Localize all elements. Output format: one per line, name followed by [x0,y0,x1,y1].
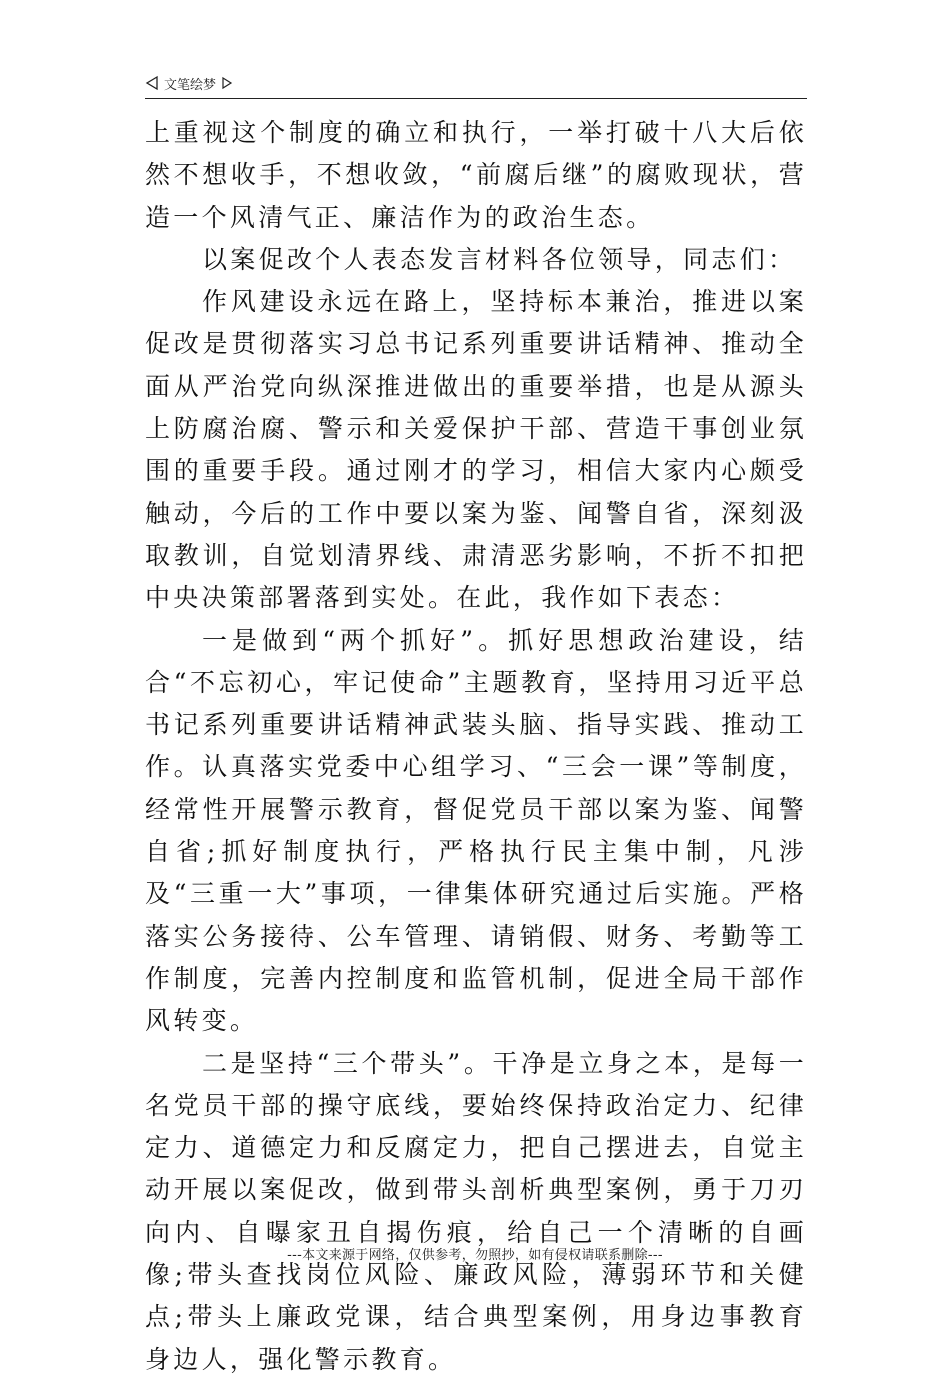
paragraph: 作风建设永远在路上，坚持标本兼治，推进以案促改是贯彻落实习总书记系列重要讲话精神、推动全面从严治党向纵深推进做出的重要举措，也是从源头上防腐治腐、警示和关爱保护干部、营造干事创业氛围的重要手段。通过刚才的学习，相信大家内心颇受触动，今后的工作中要以案为鉴、闻警自省，深刻汲取教训，自觉划清界线、肃清恶劣影响，不折不扣把中央决策部署落到实处。在此，我作如下表态： [145,287,807,613]
paragraph: 二是坚持“三个带头”。干净是立身之本，是每一名党员干部的操守底线，要始终保持政治定力、纪律定力、道德定力和反腐定力，把自己摆进去，自觉主动开展以案促改，做到带头剖析典型案例，勇于刀刃向内、自曝家丑自揭伤痕，给自己一个清晰的自画像;带头查找岗位风险、廉政风险，薄弱环节和关健点;带头上廉政党课，结合典型案例，用身边事教育身边人，强化警示教育。 [145,1048,807,1374]
paragraph: 上重视这个制度的确立和执行，一举打破十八大后依然不想收手，不想收敛，“前腐后继”的腐败现状，营造一个风清气正、廉洁作为的政治生态。 [145,118,807,232]
header-brand: 文笔绘梦 [164,77,217,93]
footer-disclaimer: ---本文来源于网络，仅供参考，勿照抄，如有侵权请联系删除--- [287,1248,663,1263]
triangle-left-icon [145,75,159,91]
header-row [145,72,807,94]
triangle-right-icon [221,76,233,90]
page-header [145,72,807,99]
document-body [145,112,807,1381]
paragraph: 一是做到“两个抓好”。抓好思想政治建设，结合“不忘初心，牢记使命”主题教育，坚持用习近平总书记系列重要讲话精神武装头脑、指导实践、推动工作。认真落实党委中心组学习、“三会一课”等制度，经常性开展警示教育，督促党员干部以案为鉴、闻警自省;抓好制度执行，严格执行民主集中制，凡涉及“三重一大”事项，一律集体研究通过后实施。严格落实公务接待、公车管理、请销假、财务、考勤等工作制度，完善内控制度和监管机制，促进全局干部作风转变。 [145,625,807,1036]
paragraph: 以案促改个人表态发言材料各位领导，同志们： [202,244,797,274]
